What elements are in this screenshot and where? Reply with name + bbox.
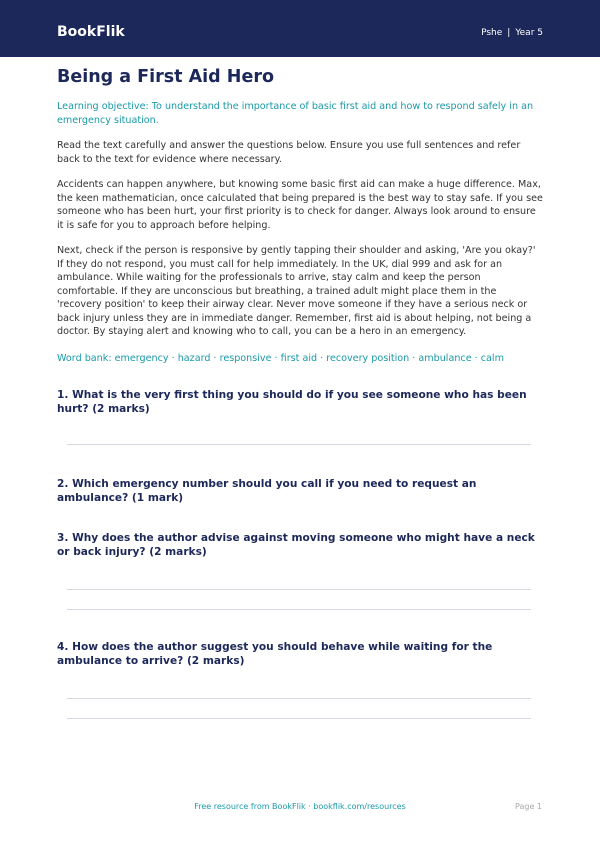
question-4: 4. How does the author suggest you should behave while waiting for the ambulance to arrive? (2 marks) — [57, 641, 493, 667]
answer-line[interactable] — [67, 589, 531, 590]
page-header — [0, 0, 600, 57]
worksheet-content — [57, 66, 543, 719]
footer-resource-link[interactable]: Free resource from BookFlik · bookflik.com/resources — [194, 802, 406, 811]
question-3: 3. Why does the author advise against moving someone who might have a neck or back injury? (2 marks) — [57, 532, 535, 558]
meta-separator: | — [507, 28, 511, 38]
reading-paragraph-2: Next, check if the person is responsive by gently tapping their shoulder and asking, 'Are you okay?' If they do not respond, you must call for help immediately. In the UK, dial 999 and ask for an ambulance. While waiting for the professionals to arrive, stay calm and keep the person comfortable. If they are unconscious but breathing, a trained adult might place them in the 'recovery position' to keep their airway clear. Never move someone if they have a serious neck or back injury unless they are in immediate danger. Remember, first aid is about helping, not being a doctor. By staying alert and knowing who to call, you can be a hero in an emergency. — [57, 245, 536, 337]
brand-logo-text: BookFlik — [57, 24, 125, 40]
instructions-text: Read the text carefully and answer the questions below. Ensure you use full sentences and refer back to the text for evidence where necessary. — [57, 140, 521, 165]
question-2: 2. Which emergency number should you call if you need to request an ambulance? (1 mark) — [57, 478, 477, 504]
question-1: 1. What is the very first thing you should do if you see someone who has been hurt? (2 marks) — [57, 389, 527, 415]
learning-objective: Learning objective: To understand the importance of basic first aid and how to respond safely in an emergency situation. — [57, 101, 534, 126]
page-number: Page 1 — [515, 802, 542, 811]
answer-line[interactable] — [67, 609, 531, 610]
answer-line[interactable] — [67, 698, 531, 699]
worksheet-title: Being a First Aid Hero — [57, 67, 274, 87]
answer-line[interactable] — [67, 444, 531, 445]
subject-year-label — [481, 27, 543, 39]
year-label: Year 5 — [515, 28, 543, 38]
reading-paragraph-1: Accidents can happen anywhere, but knowing some basic first aid can make a huge difference. Max, the keen mathematician, once calculated that being prepared is the best way to stay safe. If you see someone who has been hurt, your first priority is to check for danger. Always look around to ensure it is safe for you to approach before helping. — [57, 179, 543, 231]
answer-line[interactable] — [67, 718, 531, 719]
subject-label: Pshe — [481, 28, 503, 38]
word-bank: Word bank: emergency · hazard · responsive · first aid · recovery position · ambulance · calm — [57, 352, 504, 364]
